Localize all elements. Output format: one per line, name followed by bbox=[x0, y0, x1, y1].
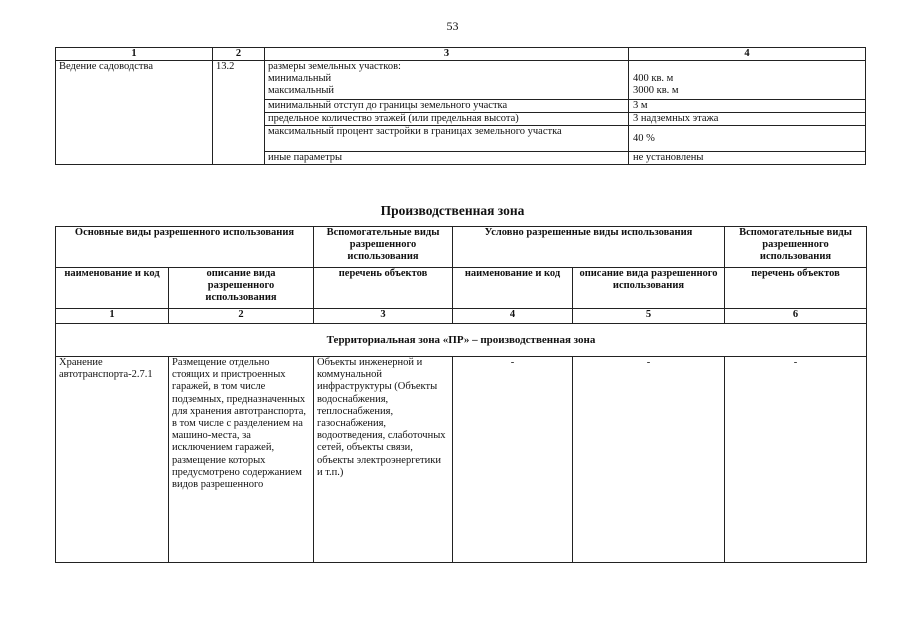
param-label: минимальный отступ до границы земельного участка bbox=[265, 100, 629, 113]
aux-objects: Объекты инженерной и коммунальной инфраструктуры (Объекты водоснабжения, теплоснабжения, газоснабжения, водоотведения, слаботочных сетей, объекты связи, объекты электроэнергетики и т.п.) bbox=[314, 357, 453, 563]
param-label: максимальный процент застройки в границах земельного участка bbox=[265, 126, 629, 152]
territorial-zone-title: Территориальная зона «ПР» – производственная зона bbox=[56, 324, 867, 357]
col-number-1: 1 bbox=[56, 309, 169, 324]
sub-header-row bbox=[56, 268, 867, 309]
param-row bbox=[56, 61, 866, 100]
col-number-6: 6 bbox=[725, 309, 867, 324]
conditional-uses-header: Условно разрешенные виды использования bbox=[453, 227, 725, 268]
parameters-table bbox=[55, 47, 866, 165]
use-code-cell: 13.2 bbox=[213, 61, 265, 165]
cond-desc-header: описание вида разрешенного использования bbox=[573, 268, 725, 309]
aux-list-header: перечень объектов bbox=[314, 268, 453, 309]
cond-name-value: - bbox=[453, 357, 573, 563]
param-value: 40 % bbox=[629, 126, 866, 152]
param-value: 3 надземных этажа bbox=[629, 113, 866, 126]
column-number-row bbox=[56, 309, 867, 324]
col-number-5: 5 bbox=[573, 309, 725, 324]
col-number-2: 2 bbox=[169, 309, 314, 324]
zone-uses-table bbox=[55, 226, 867, 563]
cond-desc-value: - bbox=[573, 357, 725, 563]
param-label: предельное количество этажей (или предельная высота) bbox=[265, 113, 629, 126]
col-number-3: 3 bbox=[314, 309, 453, 324]
aux-uses-header: Вспомогательные виды разрешенного использования bbox=[314, 227, 453, 268]
col-header-3: 3 bbox=[265, 48, 629, 61]
aux2-list-header: перечень объектов bbox=[725, 268, 867, 309]
param-value: 400 кв. м 3000 кв. м bbox=[629, 61, 866, 100]
param-value: не установлены bbox=[629, 152, 866, 165]
main-desc-header: описание вида разрешенного использования bbox=[169, 268, 314, 309]
cond-name-header: наименование и код bbox=[453, 268, 573, 309]
main-name-header: наименование и код bbox=[56, 268, 169, 309]
zone-title: Производственная зона bbox=[380, 203, 525, 218]
territorial-zone-row bbox=[56, 324, 867, 357]
use-name-code: Хранение автотранспорта-2.7.1 bbox=[56, 357, 169, 563]
param-label: иные параметры bbox=[265, 152, 629, 165]
col-number-4: 4 bbox=[453, 309, 573, 324]
use-name-cell: Ведение садоводства bbox=[56, 61, 213, 165]
aux2-value: - bbox=[725, 357, 867, 563]
col-header-1: 1 bbox=[56, 48, 213, 61]
use-description: Размещение отдельно стоящих и пристроенных гаражей, в том числе подземных, предназначенных для хранения автотранспорта, в том числе с разделением на машино-места, за исключением гаражей, размещение которых предусмотрено содержанием видов разрешенного bbox=[169, 357, 314, 563]
parameters-header-row bbox=[56, 48, 866, 61]
param-label: размеры земельных участков: минимальный максимальный bbox=[265, 61, 629, 100]
main-uses-header: Основные виды разрешенного использования bbox=[56, 227, 314, 268]
group-header-row bbox=[56, 227, 867, 268]
param-value: 3 м bbox=[629, 100, 866, 113]
aux-uses-header-2: Вспомогательные виды разрешенного использования bbox=[725, 227, 867, 268]
table-row bbox=[56, 357, 867, 563]
col-header-2: 2 bbox=[213, 48, 265, 61]
page-number: 53 bbox=[446, 19, 459, 33]
col-header-4: 4 bbox=[629, 48, 866, 61]
